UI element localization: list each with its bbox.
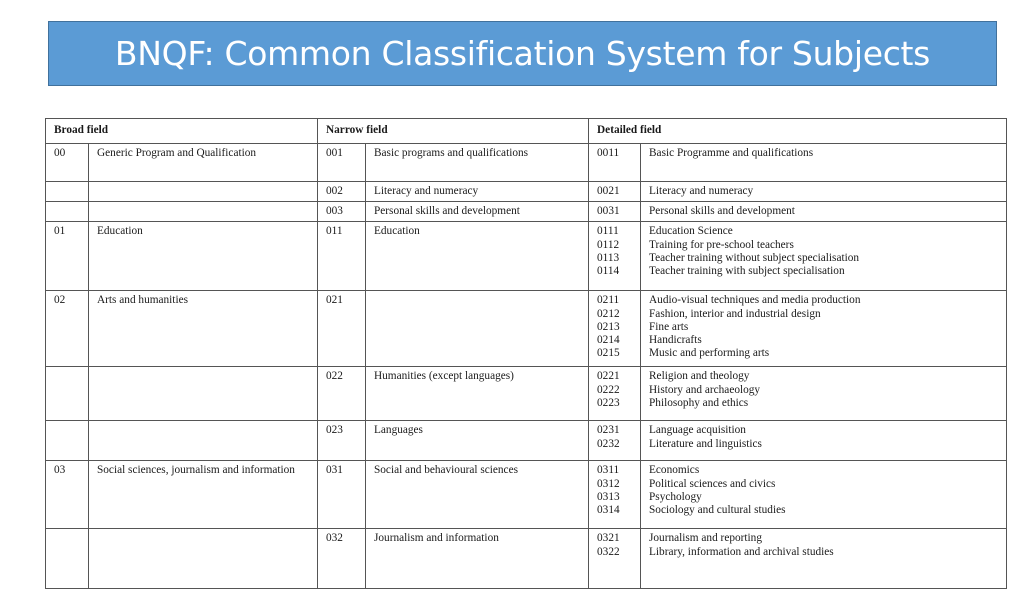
narrow-name-cell: Personal skills and development bbox=[366, 202, 589, 222]
detailed-code: 0213 bbox=[597, 320, 620, 333]
broad-code-cell: 00 bbox=[46, 144, 89, 182]
narrow-code-cell: 003 bbox=[318, 202, 366, 222]
narrow-code-cell: 011 bbox=[318, 222, 366, 291]
table-row bbox=[46, 182, 1007, 202]
detailed-name: Teacher training without subject specialisation bbox=[649, 251, 860, 264]
detailed-name: Economics bbox=[649, 464, 700, 477]
detailed-name-cell bbox=[641, 291, 1007, 367]
detailed-name: Literature and linguistics bbox=[649, 437, 762, 450]
detailed-code: 0112 bbox=[597, 238, 620, 251]
detailed-code: 0031 bbox=[597, 205, 620, 218]
detailed-code: 0222 bbox=[597, 383, 620, 396]
broad-name-cell: Social sciences, journalism and information bbox=[89, 461, 318, 529]
narrow-code-cell: 002 bbox=[318, 182, 366, 202]
detailed-name: Sociology and cultural studies bbox=[649, 504, 786, 517]
broad-code-cell bbox=[46, 202, 89, 222]
detailed-code: 0215 bbox=[597, 347, 620, 360]
table-header-row bbox=[46, 119, 1007, 144]
detailed-code-cell bbox=[589, 144, 641, 182]
broad-code-cell bbox=[46, 182, 89, 202]
detailed-code: 0011 bbox=[597, 147, 620, 159]
narrow-name-cell bbox=[366, 291, 589, 367]
narrow-code-cell: 021 bbox=[318, 291, 366, 367]
detailed-name: Journalism and reporting bbox=[649, 532, 762, 545]
detailed-code: 0114 bbox=[597, 265, 620, 278]
detailed-name: Handicrafts bbox=[649, 334, 702, 347]
narrow-code-cell: 022 bbox=[318, 367, 366, 421]
detailed-code-cell bbox=[589, 461, 641, 529]
narrow-code-cell: 023 bbox=[318, 421, 366, 461]
header-broad-field: Broad field bbox=[46, 119, 318, 144]
detailed-code-cell bbox=[589, 182, 641, 202]
detailed-code-cell bbox=[589, 222, 641, 291]
detailed-name: History and archaeology bbox=[649, 383, 761, 396]
detailed-code-cell bbox=[589, 291, 641, 367]
detailed-code: 0232 bbox=[597, 437, 620, 450]
detailed-name: Audio-visual techniques and media production bbox=[649, 294, 861, 307]
detailed-name-cell bbox=[641, 421, 1007, 461]
detailed-code: 0231 bbox=[597, 424, 620, 437]
detailed-name: Fashion, interior and industrial design bbox=[649, 307, 821, 320]
detailed-name: Religion and theology bbox=[649, 370, 750, 383]
table-row bbox=[46, 421, 1007, 461]
broad-name-cell: Generic Program and Qualification bbox=[89, 144, 318, 182]
narrow-name-cell: Languages bbox=[366, 421, 589, 461]
broad-code-cell bbox=[46, 421, 89, 461]
broad-code-cell: 02 bbox=[46, 291, 89, 367]
broad-name-cell: Arts and humanities bbox=[89, 291, 318, 367]
detailed-name: Personal skills and development bbox=[649, 205, 795, 218]
detailed-code: 0322 bbox=[597, 545, 620, 558]
detailed-name-cell bbox=[641, 461, 1007, 529]
detailed-code: 0214 bbox=[597, 334, 620, 347]
broad-code-cell bbox=[46, 529, 89, 589]
detailed-code-cell bbox=[589, 529, 641, 589]
detailed-name: Philosophy and ethics bbox=[649, 396, 749, 409]
broad-name-cell: Education bbox=[89, 222, 318, 291]
detailed-name-cell bbox=[641, 367, 1007, 421]
table-row bbox=[46, 367, 1007, 421]
narrow-code-cell: 032 bbox=[318, 529, 366, 589]
narrow-code-cell: 031 bbox=[318, 461, 366, 529]
header-detailed-field: Detailed field bbox=[589, 119, 1007, 144]
narrow-name-cell: Humanities (except languages) bbox=[366, 367, 589, 421]
detailed-name: Language acquisition bbox=[649, 424, 746, 437]
broad-code-cell bbox=[46, 367, 89, 421]
detailed-code: 0212 bbox=[597, 307, 620, 320]
broad-name-cell bbox=[89, 202, 318, 222]
detailed-code: 0223 bbox=[597, 396, 620, 409]
table-body bbox=[46, 144, 1007, 589]
narrow-name-cell: Education bbox=[366, 222, 589, 291]
table-row bbox=[46, 291, 1007, 367]
detailed-name: Psychology bbox=[649, 490, 702, 503]
broad-code-cell: 03 bbox=[46, 461, 89, 529]
detailed-name-cell bbox=[641, 202, 1007, 222]
slide-title: BNQF: Common Classification System for Subjects bbox=[114, 34, 931, 73]
detailed-name-cell bbox=[641, 144, 1007, 182]
table-row bbox=[46, 222, 1007, 291]
narrow-code-cell: 001 bbox=[318, 144, 366, 182]
broad-name-cell bbox=[89, 367, 318, 421]
broad-name-cell bbox=[89, 529, 318, 589]
detailed-code-cell bbox=[589, 421, 641, 461]
detailed-code-cell bbox=[589, 202, 641, 222]
detailed-name: Music and performing arts bbox=[649, 347, 770, 360]
table-row bbox=[46, 144, 1007, 182]
detailed-name-cell bbox=[641, 182, 1007, 202]
detailed-name: Political sciences and civics bbox=[649, 477, 776, 490]
detailed-name: Fine arts bbox=[649, 320, 689, 333]
narrow-name-cell: Literacy and numeracy bbox=[366, 182, 589, 202]
header-narrow-field: Narrow field bbox=[318, 119, 589, 144]
table-row bbox=[46, 202, 1007, 222]
classification-table bbox=[45, 118, 1007, 589]
detailed-name: Education Science bbox=[649, 225, 733, 238]
detailed-code: 0312 bbox=[597, 477, 620, 490]
detailed-name: Basic Programme and qualifications bbox=[649, 147, 814, 159]
detailed-code: 0313 bbox=[597, 490, 620, 503]
narrow-name-cell: Journalism and information bbox=[366, 529, 589, 589]
detailed-code: 0311 bbox=[597, 464, 620, 477]
broad-name-cell bbox=[89, 182, 318, 202]
slide-title-bar bbox=[48, 21, 997, 86]
detailed-code: 0111 bbox=[597, 225, 619, 238]
narrow-name-cell: Social and behavioural sciences bbox=[366, 461, 589, 529]
detailed-name: Training for pre-school teachers bbox=[649, 238, 794, 251]
detailed-code: 0113 bbox=[597, 251, 620, 264]
detailed-name-cell bbox=[641, 222, 1007, 291]
detailed-code: 0321 bbox=[597, 532, 620, 545]
detailed-name: Literacy and numeracy bbox=[649, 185, 754, 197]
detailed-code: 0314 bbox=[597, 504, 620, 517]
table-row bbox=[46, 529, 1007, 589]
detailed-code-cell bbox=[589, 367, 641, 421]
detailed-code: 0211 bbox=[597, 294, 620, 307]
detailed-name-cell bbox=[641, 529, 1007, 589]
detailed-name: Library, information and archival studies bbox=[649, 545, 834, 558]
broad-code-cell: 01 bbox=[46, 222, 89, 291]
broad-name-cell bbox=[89, 421, 318, 461]
detailed-code: 0221 bbox=[597, 370, 620, 383]
narrow-name-cell: Basic programs and qualifications bbox=[366, 144, 589, 182]
detailed-name: Teacher training with subject specialisation bbox=[649, 265, 845, 278]
detailed-code: 0021 bbox=[597, 185, 620, 197]
table-row bbox=[46, 461, 1007, 529]
